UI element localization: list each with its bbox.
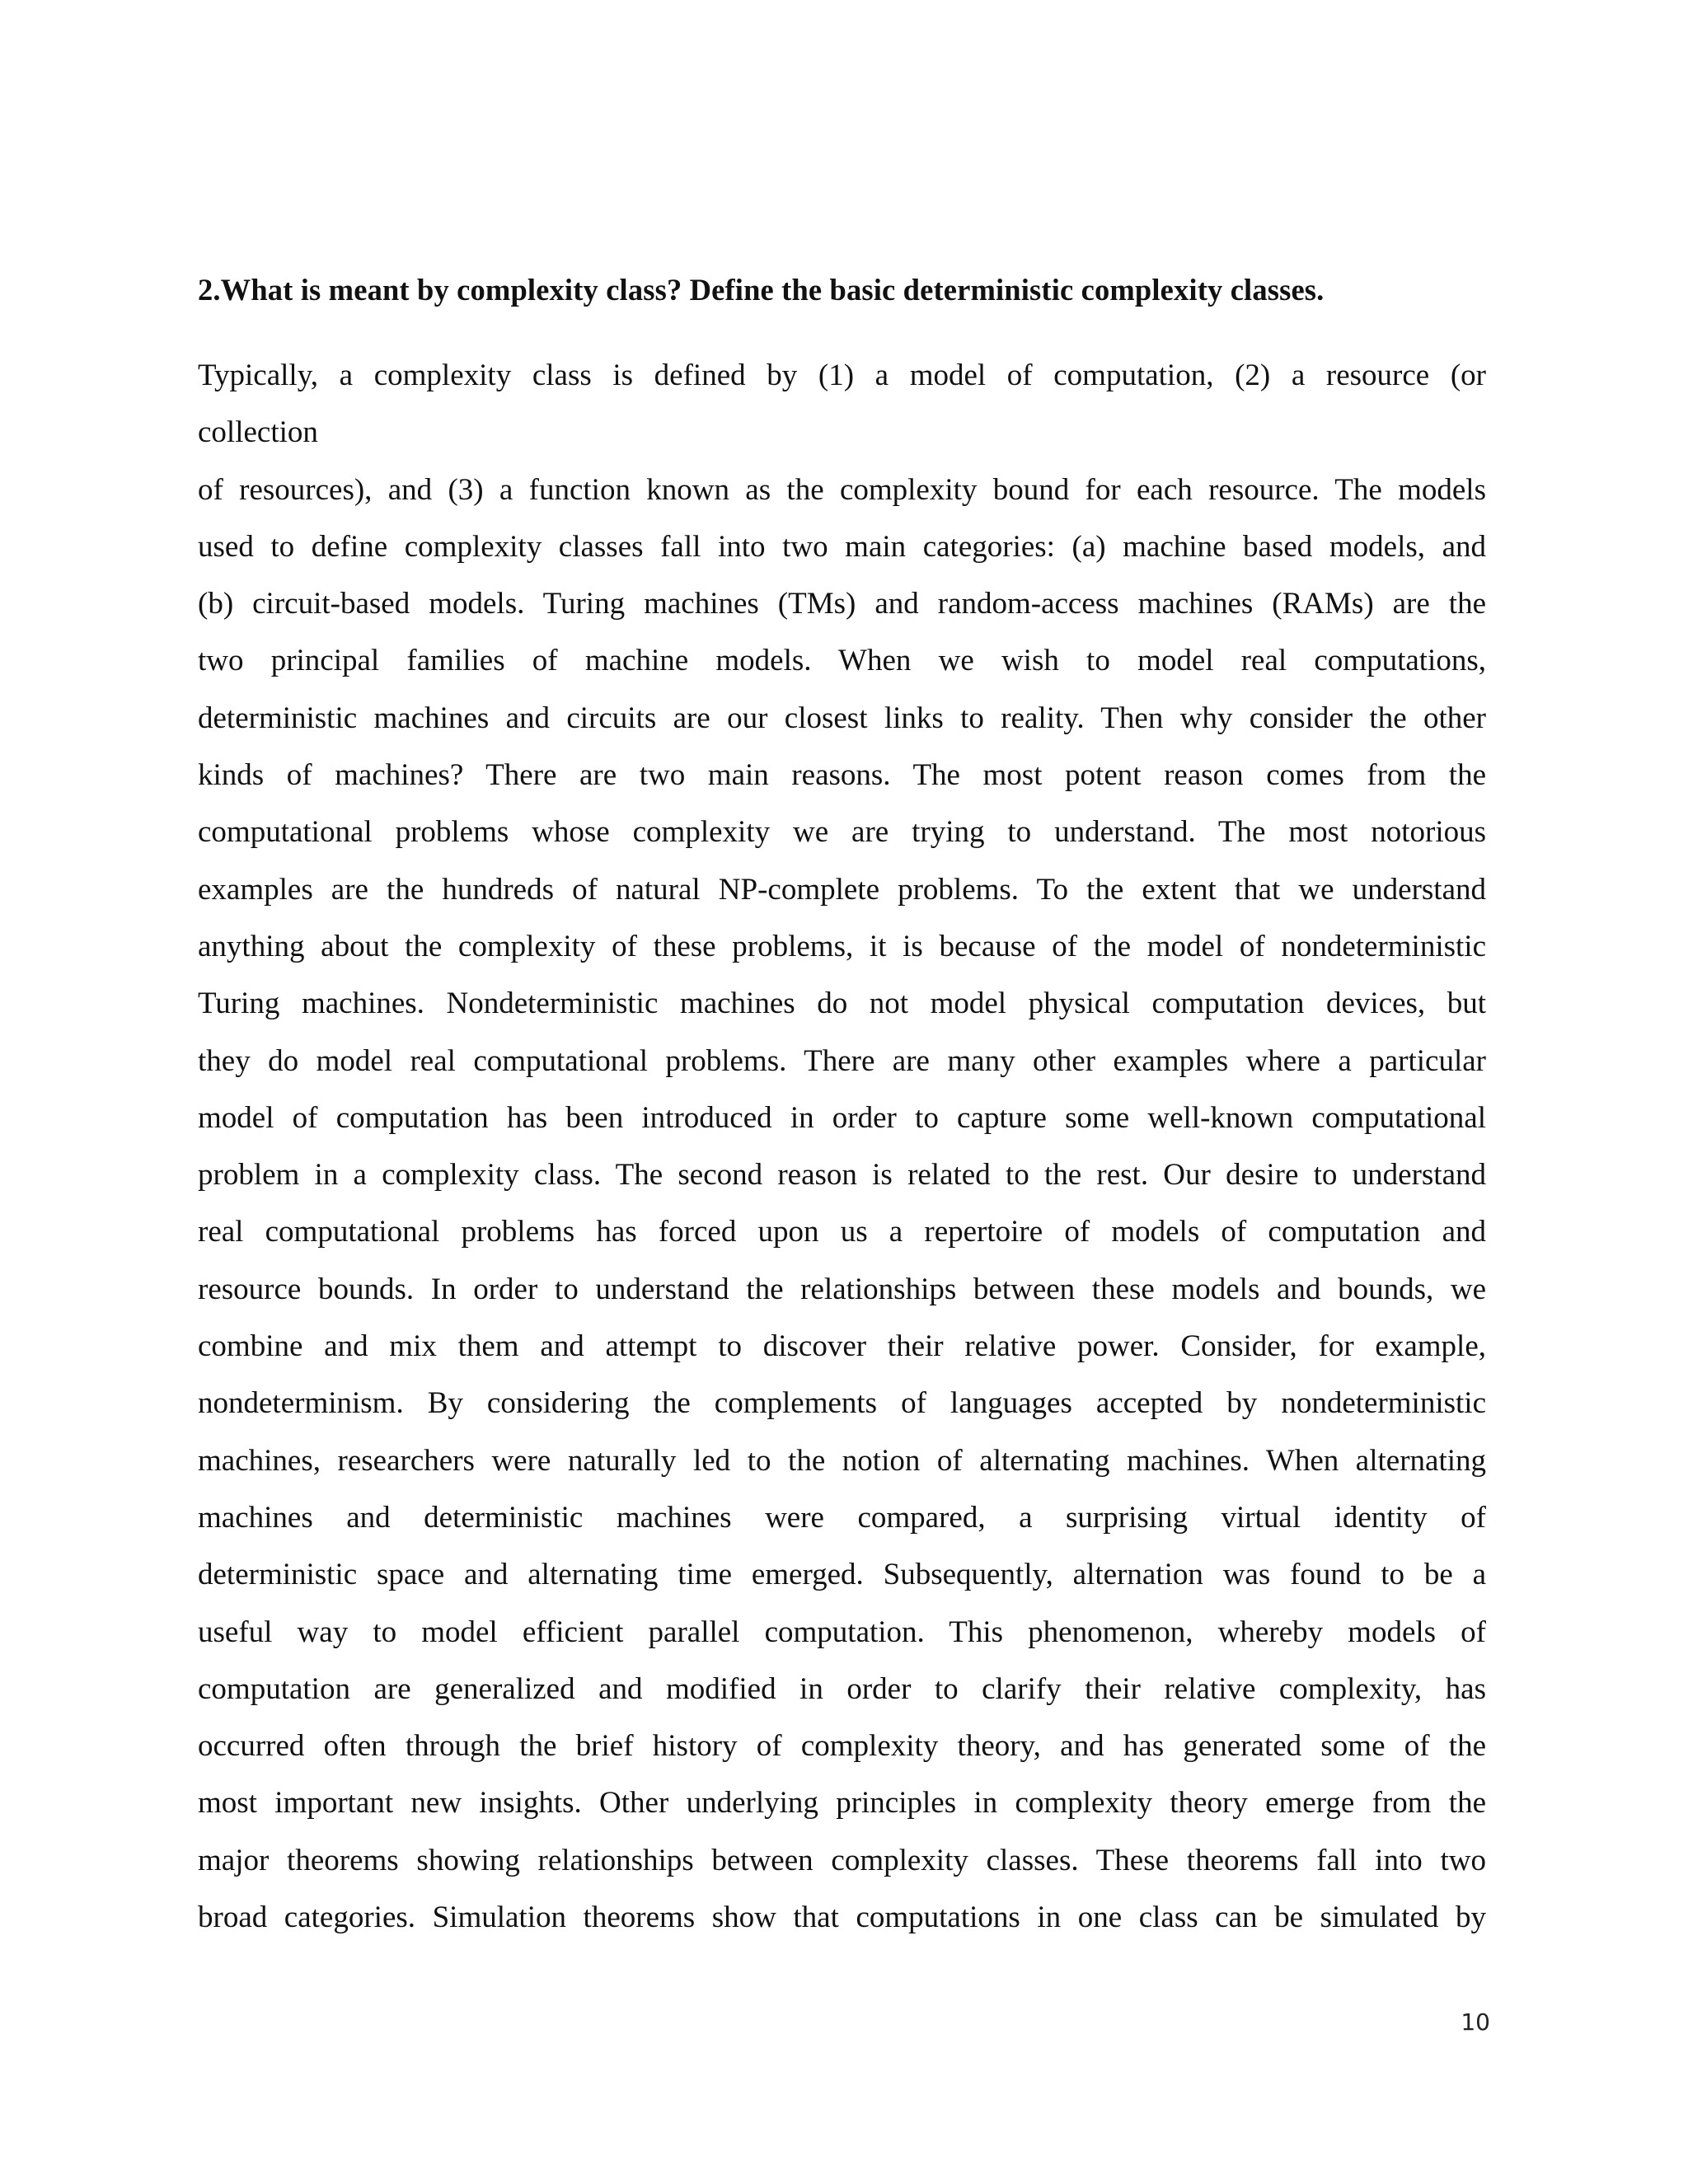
text-line: computation are generalized and modified in order to clarify their relative complexity, has: [198, 1671, 1486, 1706]
text-line: most important new insights. Other underlying principles in complexity theory emerge from the: [198, 1786, 1486, 1821]
text-line: used to define complexity classes fall into two main categories: (a) machine based models, and: [198, 529, 1486, 564]
text-line: Typically, a complexity class is defined by (1) a model of computation, (2) a resource (or: [198, 359, 1486, 392]
question-heading: 2.What is meant by complexity class? Define the basic deterministic complexity classes.: [198, 273, 1325, 307]
text-line: model of computation has been introduced in order to capture some well-known computational: [198, 1100, 1486, 1135]
text-line: major theorems showing relationships between complexity classes. These theorems fall into two: [198, 1843, 1486, 1877]
text-line: useful way to model efficient parallel computation. This phenomenon, whereby models of: [198, 1615, 1486, 1649]
text-line: computational problems whose complexity we are trying to understand. The most notorious: [198, 815, 1486, 850]
text-line: examples are the hundreds of natural NP-complete problems. To the extent that we understand: [198, 872, 1486, 907]
text-line: machines and deterministic machines were compared, a surprising virtual identity of: [198, 1500, 1486, 1535]
text-line: occurred often through the brief history of complexity theory, and has generated some of the: [198, 1729, 1486, 1764]
text-line: Turing machines. Nondeterministic machines do not model physical computation devices, but: [198, 987, 1486, 1021]
text-line: combine and mix them and attempt to discover their relative power. Consider, for example,: [198, 1329, 1486, 1364]
answer-body: [198, 347, 1486, 1946]
text-line: nondeterminism. By considering the complements of languages accepted by nondeterministic: [198, 1386, 1486, 1421]
text-line: real computational problems has forced upon us a repertoire of models of computation and: [198, 1215, 1486, 1249]
text-line: collection: [198, 415, 318, 450]
page-number: 10: [1461, 2008, 1490, 2036]
text-line: of resources), and (3) a function known as the complexity bound for each resource. The models: [198, 472, 1486, 507]
text-line: two principal families of machine models. When we wish to model real computations,: [198, 644, 1486, 678]
text-line: (b) circuit-based models. Turing machines (TMs) and random-access machines (RAMs) are the: [198, 587, 1486, 621]
text-line: resource bounds. In order to understand the relationships between these models and bounds, we: [198, 1272, 1486, 1306]
text-line: anything about the complexity of these problems, it is because of the model of nondeterministic: [198, 929, 1486, 963]
text-line: machines, researchers were naturally led to the notion of alternating machines. When alternating: [198, 1443, 1486, 1478]
text-line: they do model real computational problems. There are many other examples where a particular: [198, 1043, 1486, 1078]
text-line: kinds of machines? There are two main reasons. The most potent reason comes from the: [198, 758, 1486, 793]
text-line: deterministic machines and circuits are our closest links to reality. Then why consider the other: [198, 701, 1486, 735]
text-line: problem in a complexity class. The second reason is related to the rest. Our desire to understand: [198, 1158, 1486, 1193]
text-line: broad categories. Simulation theorems show that computations in one class can be simulated by: [198, 1900, 1486, 1935]
text-line: deterministic space and alternating time emerged. Subsequently, alternation was found to be a: [198, 1558, 1486, 1592]
